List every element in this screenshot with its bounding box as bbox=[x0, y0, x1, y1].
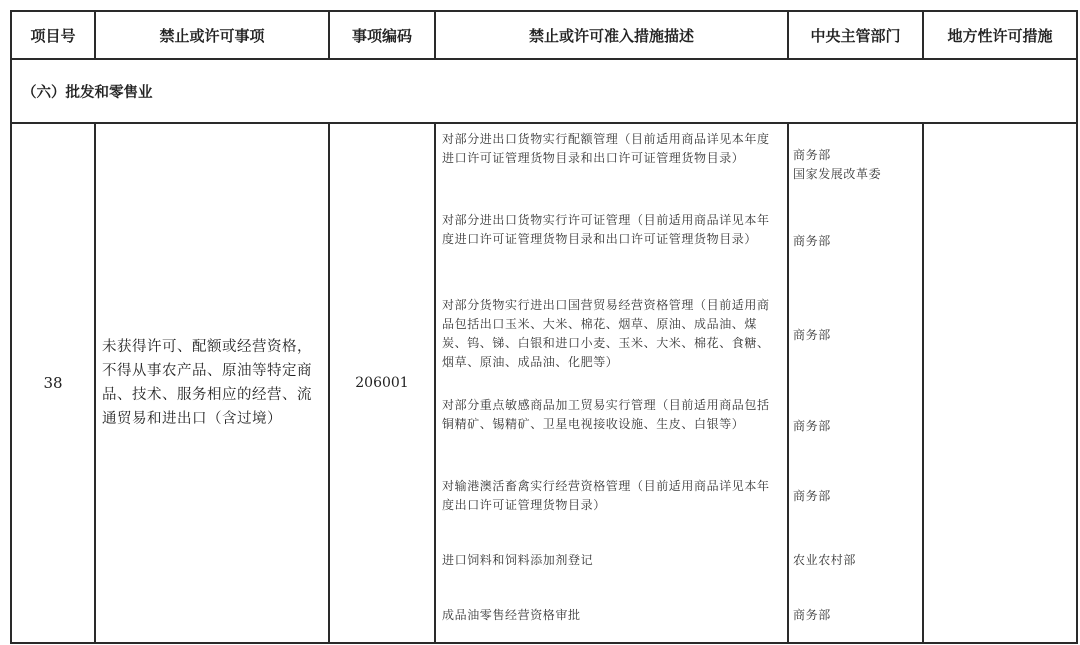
measure-desc: 对部分进出口货物实行配额管理（目前适用商品详见本年度进口许可证管理货物目录和出口许可证管理货物目录） bbox=[442, 132, 770, 165]
measure-desc: 进口饲料和饲料添加剂登记 bbox=[442, 553, 594, 567]
dept-name: 农业农村部 bbox=[793, 553, 857, 567]
measure-desc: 对部分重点敏感商品加工贸易实行管理（目前适用商品包括铜精矿、锡精矿、卫星电视接收设施、生皮、白银等） bbox=[442, 398, 770, 431]
measure-desc: 对部分进出口货物实行许可证管理（目前适用商品详见本年度进口许可证管理货物目录和出口许可证管理货物目录） bbox=[442, 213, 770, 246]
measures-cell bbox=[435, 123, 788, 643]
header-local-measures: 地方性许可措施 bbox=[923, 11, 1077, 59]
header-central-dept: 中央主管部门 bbox=[788, 11, 923, 59]
measure-desc: 对输港澳活畜禽实行经营资格管理（目前适用商品详见本年度出口许可证管理货物目录） bbox=[442, 479, 770, 512]
header-code: 事项编码 bbox=[329, 11, 435, 59]
header-measures: 禁止或许可准入措施描述 bbox=[435, 11, 788, 59]
header-item-no: 项目号 bbox=[11, 11, 95, 59]
section-row bbox=[11, 59, 1077, 123]
item-number: 38 bbox=[11, 123, 95, 643]
central-dept-cell bbox=[788, 123, 923, 643]
dept-name: 商务部 bbox=[793, 148, 831, 162]
table-row bbox=[11, 123, 1077, 643]
measure-desc: 对部分货物实行进出口国营贸易经营资格管理（目前适用商品包括出口玉米、大米、棉花、烟草、原油、成品油、煤炭、钨、锑、白银和进口小麦、玉米、大米、棉花、食糖、烟草、原油、成品油、化肥等） bbox=[442, 298, 770, 369]
dept-name: 国家发展改革委 bbox=[793, 167, 882, 181]
measure-desc: 成品油零售经营资格审批 bbox=[442, 608, 581, 622]
item-code: 206001 bbox=[329, 123, 435, 643]
header-item: 禁止或许可事项 bbox=[95, 11, 329, 59]
item-description: 未获得许可、配额或经营资格，不得从事农产品、原油等特定商品、技术、服务相应的经营、流通贸易和进出口（含过境） bbox=[95, 123, 329, 643]
catalog-table bbox=[10, 10, 1078, 644]
dept-name: 商务部 bbox=[793, 234, 831, 248]
dept-name: 商务部 bbox=[793, 419, 831, 433]
dept-name: 商务部 bbox=[793, 328, 831, 342]
dept-name: 商务部 bbox=[793, 608, 831, 622]
header-row bbox=[11, 11, 1077, 59]
section-title: （六）批发和零售业 bbox=[11, 59, 1077, 123]
dept-name: 商务部 bbox=[793, 489, 831, 503]
local-measures-cell bbox=[923, 123, 1077, 643]
